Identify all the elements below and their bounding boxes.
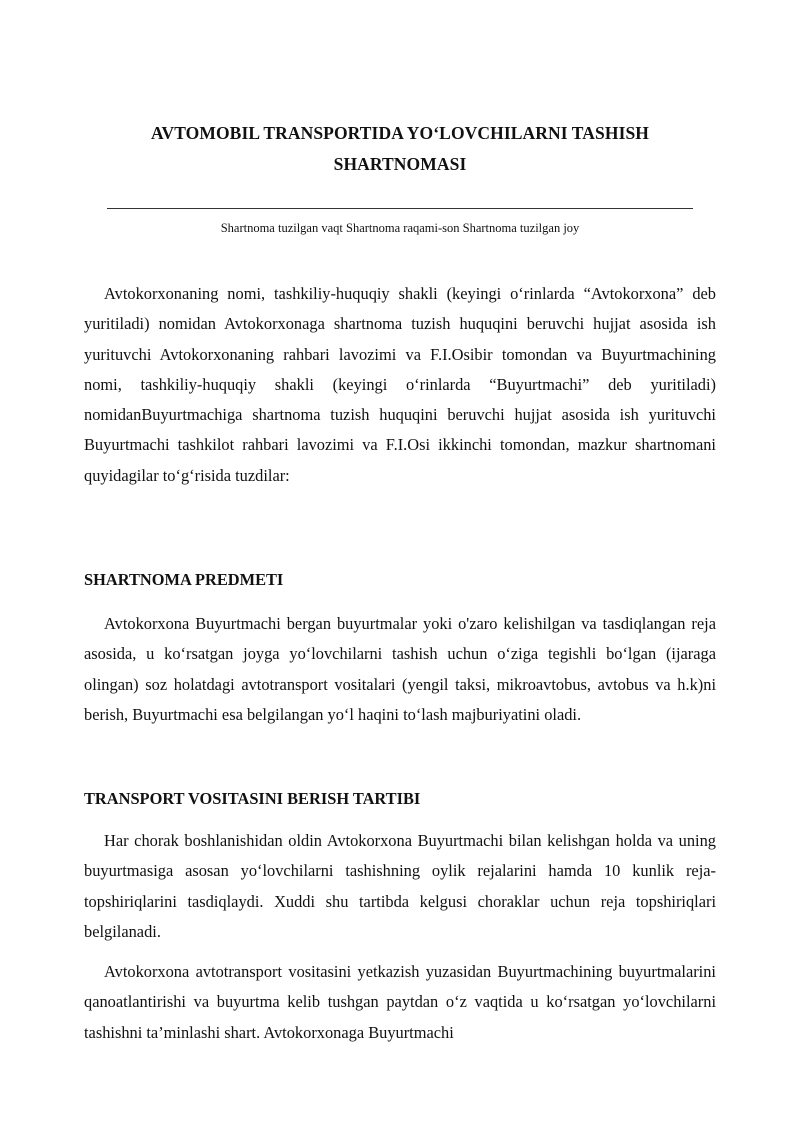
header-divider [107,208,693,209]
section-heading-predmet: SHARTNOMA PREDMETI [84,570,284,589]
contract-meta-line: Shartnoma tuzilgan vaqt Shartnoma raqami-son Shartnoma tuzilgan joy [220,221,580,235]
document-title-line-2: SHARTNOMASI [333,154,467,174]
document-title [100,118,700,180]
section-paragraph: Avtokorxona avtotransport vositasini yetkazish yuzasidan Buyurtmachining buyurtmalarini qanoatlantirishi va buyurtma kelib tushgan paytdan o‘z vaqtida u ko‘rsatgan yo‘lovchilarni tashishni ta’minlashi shart. Avtokorxonaga Buyurtmachi [84,962,716,1042]
section-paragraph: Avtokorxona Buyurtmachi bergan buyurtmalar yoki o'zaro kelishilgan va tasdiqlangan reja asosida, u ko‘rsatgan joyga yo‘lovchilarni tashish uchun o‘ziga tegishli bo‘lgan (ijaraga olingan) soz holatdagi avtotransport vositalari (yengil taksi, mikroavtobus, avtobus va h.k)ni berish, Buyurtmachi esa belgilangan yo‘l haqini to‘lash majburiyatini oladi. [84,614,716,724]
document-title-line-1: AVTOMOBIL TRANSPORTIDA YO‘LOVCHILARNI TASHISH [150,123,650,143]
section-heading-tartib: TRANSPORT VOSITASINI BERISH TARTIBI [84,789,421,808]
section-paragraph: Har chorak boshlanishidan oldin Avtokorxona Buyurtmachi bilan kelishgan holda va uning buyurtmasiga asosan yo‘lovchilarni tashishning oylik rejalarini hamda 10 kunlik reja-topshiriqlarini tasdiqlaydi. Xuddi shu tartibda kelgusi choraklar uchun reja topshiriqlari belgilanadi. [84,831,716,941]
intro-paragraph: Avtokorxonaning nomi, tashkiliy-huquqiy shakli (keyingi o‘rinlarda “Avtokorxona” deb yuritiladi) nomidan Avtokorxonaga shartnoma tuzish huquqini beruvchi hujjat asosida ish yurituvchi Avtokorxonaning rahbari lavozimi va F.I.Osibir tomondan va Buyurtmachining nomi, tashkiliy-huquqiy shakli (keyingi o‘rinlarda “Buyurtmachi” deb yuritiladi) nomidanBuyurtmachiga shartnoma tuzish huquqini beruvchi hujjat asosida ish yurituvchi Buyurtmachi tashkilot rahbari lavozimi va F.I.Osi ikkinchi tomondan, mazkur shartnomani quyidagilar to‘g‘risida tuzdilar: [84,284,716,485]
